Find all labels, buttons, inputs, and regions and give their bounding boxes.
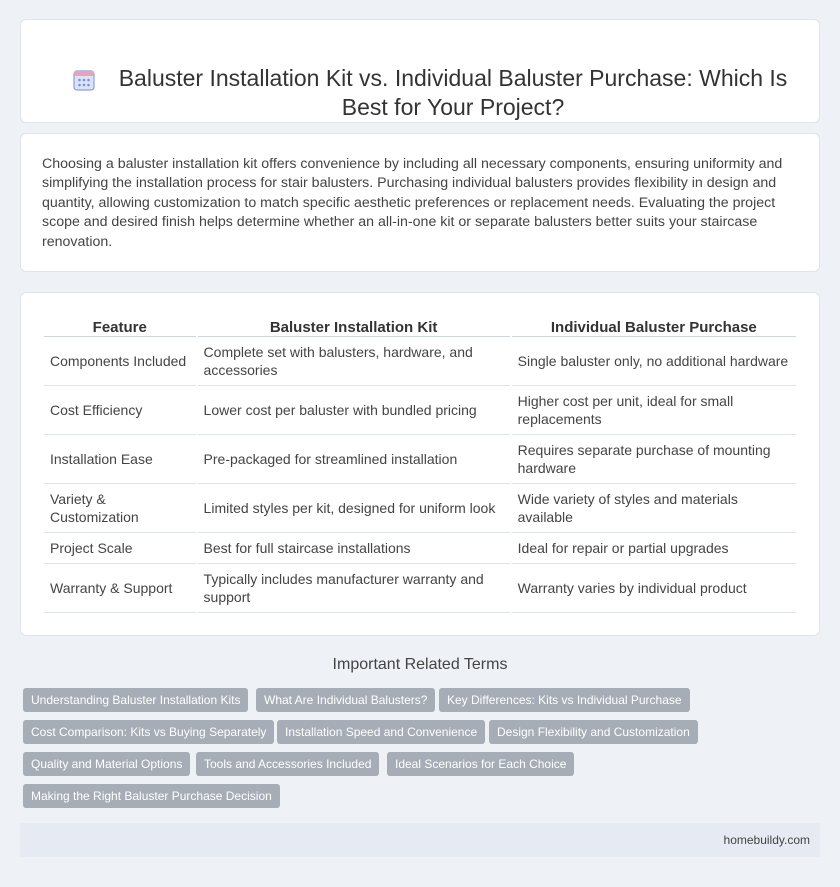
header-feature: Feature (44, 314, 196, 337)
individual-cell: Requires separate purchase of mounting hardware (512, 435, 796, 484)
table-row (44, 386, 796, 435)
individual-cell: Wide variety of styles and materials available (512, 484, 796, 533)
kit-cell: Limited styles per kit, designed for uniform look (198, 484, 510, 533)
term-tag[interactable]: Ideal Scenarios for Each Choice (387, 752, 574, 776)
individual-cell: Single baluster only, no additional hardware (512, 337, 796, 386)
header-individual: Individual Baluster Purchase (512, 314, 796, 337)
table-row (44, 564, 796, 613)
kit-cell: Lower cost per baluster with bundled pricing (198, 386, 510, 435)
feature-cell: Project Scale (44, 533, 196, 564)
term-tag[interactable]: Design Flexibility and Customization (489, 720, 698, 744)
intro-card (20, 133, 820, 272)
table-row (44, 484, 796, 533)
intro-paragraph: Choosing a baluster installation kit offers convenience by including all necessary components, ensuring uniformity and simplifying the installation process for stair balusters. Purchasing individual balusters provides flexibility in design and quantity, allowing customization to match specific aesthetic preferences or replacement needs. Evaluating the project scope and desired finish helps determine whether an all-in-one kit or separate balusters better suits your staircase renovation. (42, 156, 783, 250)
calendar-icon (71, 67, 97, 93)
term-tag[interactable]: Key Differences: Kits vs Individual Purchase (439, 688, 690, 712)
table-row (44, 337, 796, 386)
term-tag[interactable]: Tools and Accessories Included (196, 752, 379, 776)
kit-cell: Typically includes manufacturer warranty and support (198, 564, 510, 613)
table-row (44, 533, 796, 564)
term-tag[interactable]: Making the Right Baluster Purchase Decision (23, 784, 280, 808)
header-kit: Baluster Installation Kit (198, 314, 510, 337)
feature-cell: Variety & Customization (44, 484, 196, 533)
term-tag[interactable]: What Are Individual Balusters? (256, 688, 435, 712)
feature-cell: Components Included (44, 337, 196, 386)
related-terms-heading: Important Related Terms (332, 656, 508, 673)
kit-cell: Pre-packaged for streamlined installation (198, 435, 510, 484)
individual-cell: Higher cost per unit, ideal for small replacements (512, 386, 796, 435)
term-tag[interactable]: Understanding Baluster Installation Kits (23, 688, 248, 712)
term-tag[interactable]: Quality and Material Options (23, 752, 190, 776)
comparison-table (42, 314, 798, 613)
term-tag[interactable]: Cost Comparison: Kits vs Buying Separately (23, 720, 274, 744)
title-card (20, 19, 820, 123)
kit-cell: Best for full staircase installations (198, 533, 510, 564)
feature-cell: Cost Efficiency (44, 386, 196, 435)
feature-cell: Warranty & Support (44, 564, 196, 613)
comparison-card (20, 292, 820, 636)
individual-cell: Ideal for repair or partial upgrades (512, 533, 796, 564)
feature-cell: Installation Ease (44, 435, 196, 484)
individual-cell: Warranty varies by individual product (512, 564, 796, 613)
page-title: Baluster Installation Kit vs. Individual Baluster Purchase: Which Is Best for Your Project? (118, 65, 788, 120)
kit-cell: Complete set with balusters, hardware, and accessories (198, 337, 510, 386)
table-header-row (44, 314, 796, 337)
term-tag[interactable]: Installation Speed and Convenience (277, 720, 485, 744)
footer-site[interactable]: homebuildy.com (723, 833, 810, 847)
footer (20, 823, 820, 857)
table-row (44, 435, 796, 484)
